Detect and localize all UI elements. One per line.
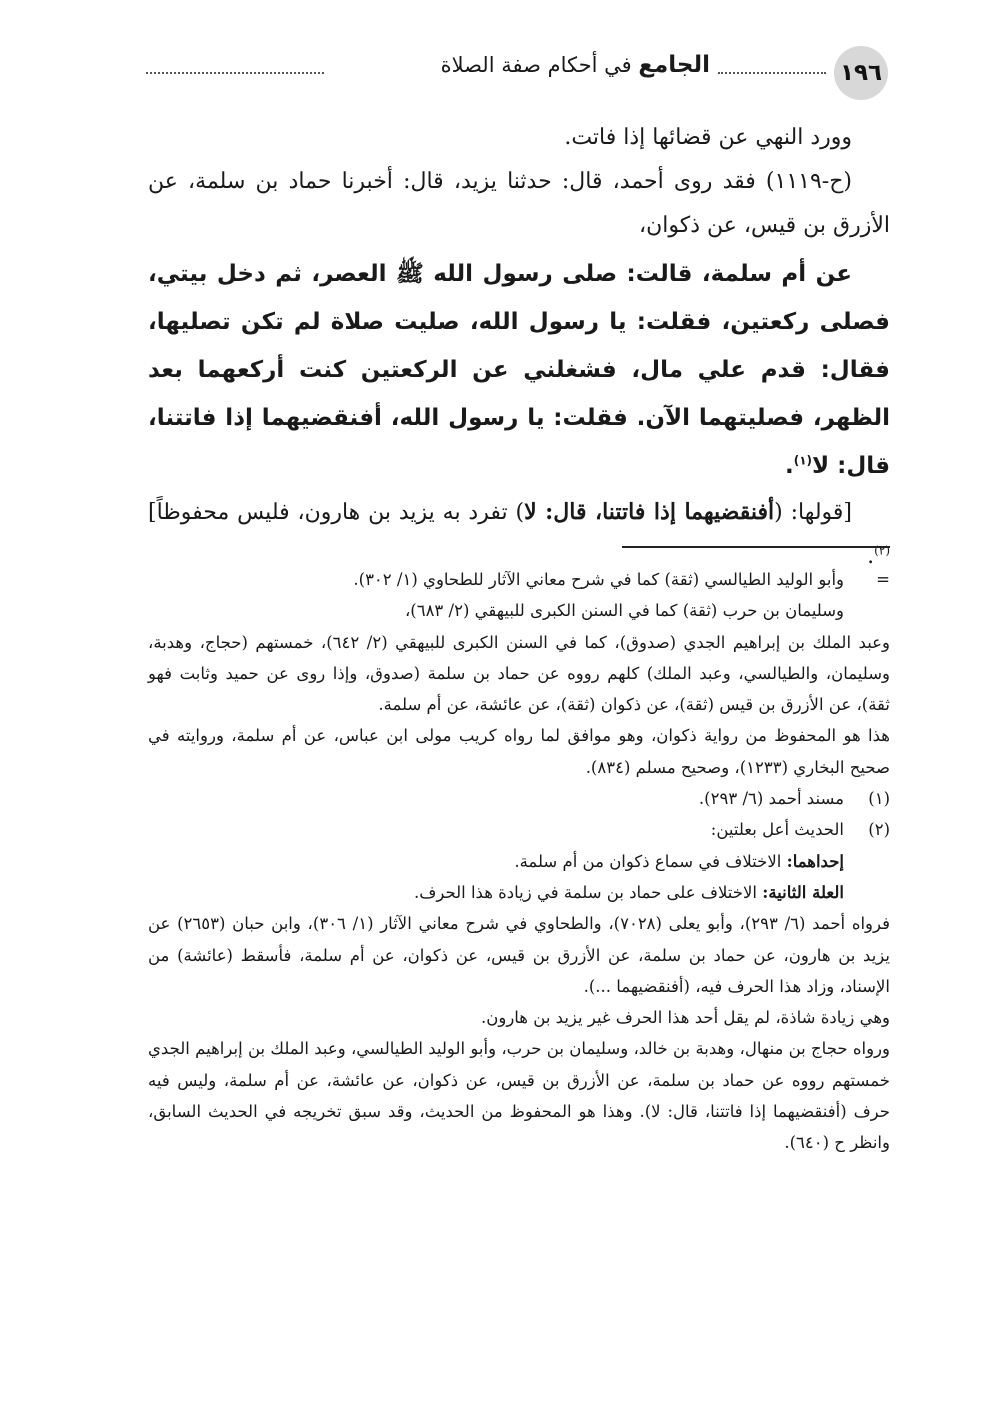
- first-cause-text: الاختلاف في سماع ذكوان من أم سلمة.: [514, 851, 787, 871]
- second-cause-label: العلة الثانية:: [762, 882, 844, 902]
- running-header: [146, 40, 890, 104]
- footnote-1: [148, 783, 890, 814]
- paragraph-hadith-chain: (ح-١١١٩) فقد روى أحمد، قال: حدثنا يزيد، قال: أخبرنا حماد بن سلمة، عن الأزرق بن قيس، عن ذكوان،: [148, 169, 890, 238]
- footnotes: [148, 564, 890, 1159]
- book-title: [441, 52, 710, 78]
- header-dotted-line-left: [146, 72, 324, 74]
- paragraph-1: وورد النهي عن قضائها إذا فاتت.: [564, 125, 852, 150]
- footnote-2-paragraph-2: وهي زيادة شاذة، لم يقل أحد هذا الحرف غير يزيد بن هارون.: [480, 1008, 890, 1028]
- page-number-badge: ١٩٦: [834, 46, 888, 100]
- continuation-line: وسليمان بن حرب (ثقة) كما في السنن الكبرى للبيهقي (٢/ ٦٨٣)،: [404, 601, 844, 621]
- commentary-mid: ) تفرد به يزيد بن هارون، فليس محفوظاً]: [148, 500, 525, 525]
- footnote-1-mark: (١): [868, 789, 890, 809]
- hadith-text: عن أم سلمة، قالت: صلى رسول الله ﷺ العصر، ثم دخل بيتي، فصلى ركعتين، فقلت: يا رسول الله، صليت صلاة لم تكن تصليها، فقال: قدم علي مال، فشغلني عن الركعتين كنت أركعهما بعد الظهر، فصليتهما الآن. فقلت: يا رسول الله، أفنقضيهما إذا فاتتنا، قال: لا: [148, 261, 890, 479]
- continuation-line: وأبو الوليد الطيالسي (ثقة) كما في شرح معاني الآثار للطحاوي (١/ ٣٠٢).: [353, 570, 844, 589]
- footnote-2-paragraph-1: فرواه أحمد (٦/ ٢٩٣)، وأبو يعلى (٧٠٢٨)، والطحاوي في شرح معاني الآثار (١/ ٣٠٦)، وابن حبان (٢٦٥٣) عن يزيد بن هارون، عن حماد بن سلمة، عن الأزرق بن قيس، عن ذكوان، عن أم سلمة، فأسقط (عائشة) من الإسناد، وزاد هذا الحرف فيه، (أفنقضيهما ...).: [148, 914, 891, 996]
- footnote-2-paragraph-3: ورواه حجاج بن منهال، وهدبة بن خالد، وسليمان بن حرب، وأبو الوليد الطيالسي، وعبد الملك بن إبراهيم الجدي خمستهم رووه عن حماد بن سلمة، عن الأزرق بن قيس، عن ذكوان، عن عائشة، عن أم سلمة، وليس فيه حرف (أفنقضيهما إذا فاتتنا، قال: لا). وهذا هو المحفوظ من الحديث، وقد سبق تخريجه في الحديث السابق، وانظر ح (٦٤٠).: [148, 1039, 890, 1153]
- footnote-2-first-cause: [148, 846, 890, 877]
- paragraph-hadith-text: [148, 250, 890, 490]
- continuation-mark: =: [876, 570, 890, 589]
- footnote-2: [148, 814, 890, 845]
- footnote-ref-2: (٢): [874, 543, 890, 558]
- header-dotted-line-right: [718, 72, 826, 74]
- footnote-ref-1: (١): [793, 453, 813, 468]
- footnote-1-text: مسند أحمد (٦/ ٢٩٣).: [698, 789, 844, 809]
- second-cause-text: الاختلاف على حماد بن سلمة في زيادة هذا الحرف.: [414, 882, 763, 902]
- main-text: [148, 116, 890, 579]
- book-title-main: الجامع: [638, 52, 710, 78]
- footnote-2-intro: الحديث أعل بعلتين:: [710, 820, 844, 840]
- hadith-end-punct: .: [784, 453, 794, 479]
- footnote-2-second-cause: [148, 877, 890, 908]
- book-title-rest: في أحكام صفة الصلاة: [440, 53, 639, 77]
- commentary-quote: أفنقضيهما إذا فاتتنا، قال: لا: [524, 499, 775, 525]
- first-cause-label: إحداهما:: [786, 851, 844, 871]
- footnote-2-mark: (٢): [868, 820, 890, 840]
- commentary-end-punct: .: [867, 544, 875, 569]
- footnote-separator: [622, 546, 890, 548]
- continuation-line: وعبد الملك بن إبراهيم الجدي (صدوق)، كما في السنن الكبرى للبيهقي (٢/ ٦٤٢)، خمستهم (حجاج، وهدبة، وسليمان، والطيالسي، وعبد الملك) كلهم رووه عن حماد بن سلمة (صدوق، وإذا روى عن حميد وثابت فهو ثقة)، عن الأزرق بن قيس (ثقة)، عن ذكوان (ثقة)، عن عائشة، عن أم سلمة.: [148, 632, 890, 715]
- footnote-continuation: [148, 564, 890, 595]
- commentary-start: [قولها: (: [774, 500, 853, 525]
- continuation-line: هذا هو المحفوظ من رواية ذكوان، وهو موافق لما رواه كريب مولى ابن عباس، عن أم سلمة، وروايته في صحيح البخاري (١٢٣٣)، وصحيح مسلم (٨٣٤).: [148, 726, 890, 777]
